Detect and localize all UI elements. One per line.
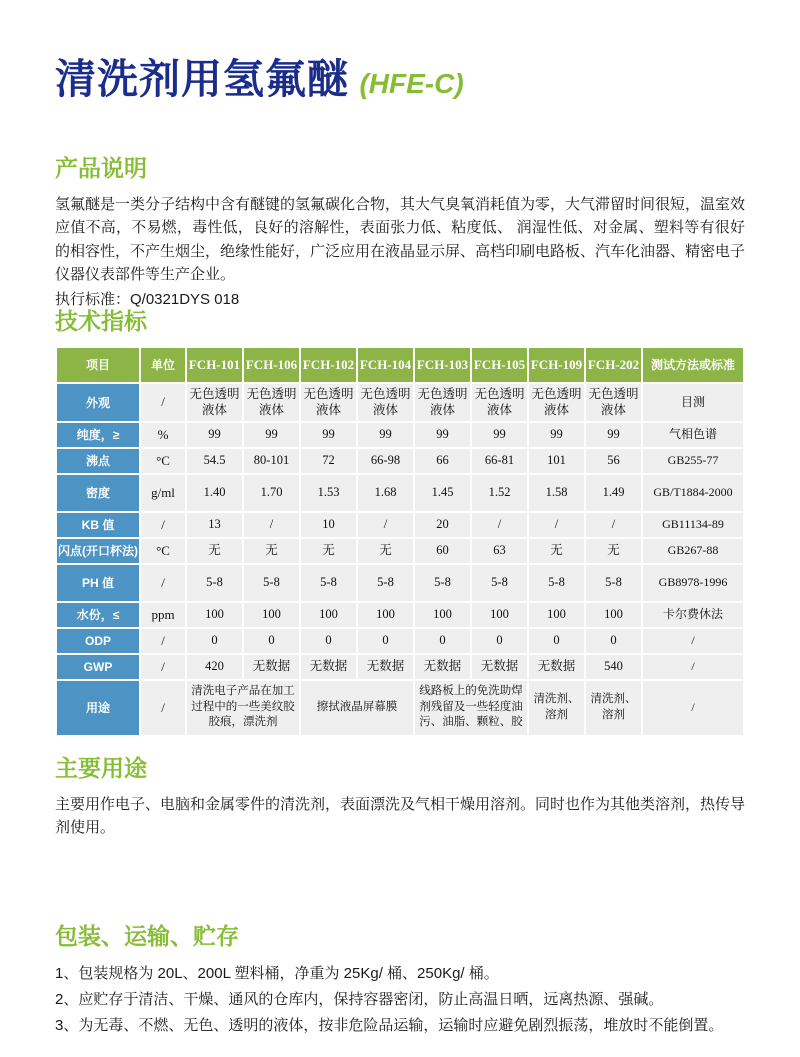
page-title: 清洗剂用氢氟醚 [55,56,349,102]
row-label-cell: 密度 [57,475,139,511]
method-cell: GB8978-1996 [643,565,743,601]
table-row-boiling-point [57,449,743,473]
value-cell: 72 [301,449,356,473]
value-cell: 100 [472,603,527,627]
value-cell: 66-81 [472,449,527,473]
value-cell: 101 [529,449,584,473]
packaging-list [55,961,745,1038]
method-cell: / [643,655,743,679]
header-cell: FCH-109 [529,348,584,382]
value-cell: / [472,513,527,537]
value-cell: 5-8 [586,565,641,601]
method-cell: GB255-77 [643,449,743,473]
packaging-item: 3、为无毒、不燃、无色、透明的液体，按非危险品运输，运输时应避免剧烈振荡，堆放时不能倒置。 [55,1016,724,1034]
value-cell: / [586,513,641,537]
value-cell: 无数据 [472,655,527,679]
value-cell: / [529,513,584,537]
table-row-flash-point [57,539,743,563]
header-cell: FCH-106 [244,348,299,382]
unit-cell: g/ml [141,475,185,511]
main-use-heading: 主要用途 [55,755,147,781]
table-row-kb-value [57,513,743,537]
unit-cell: / [141,681,185,735]
value-cell: 99 [301,423,356,447]
value-cell: 0 [415,629,470,653]
header-cell: 项目 [57,348,139,382]
value-cell: 80-101 [244,449,299,473]
unit-cell: / [141,565,185,601]
value-cell: 0 [301,629,356,653]
page-title-suffix: (HFE-C) [359,68,464,99]
value-cell: 100 [244,603,299,627]
value-cell: / [358,513,413,537]
unit-cell: / [141,629,185,653]
value-cell: 无数据 [244,655,299,679]
value-cell: 99 [244,423,299,447]
value-cell: 56 [586,449,641,473]
value-cell: 20 [415,513,470,537]
value-cell: 无色透明液体 [301,384,356,421]
main-use-body: 主要用作电子、电脑和金属零件的清洗剂，表面漂洗及气相干燥用溶剂。同时也作为其他类溶剂，热传导剂使用。 [55,796,746,837]
value-cell: 无数据 [415,655,470,679]
value-cell: 无数据 [358,655,413,679]
value-cell: 99 [415,423,470,447]
header-cell: FCH-103 [415,348,470,382]
unit-cell: % [141,423,185,447]
value-cell: 无 [301,539,356,563]
value-cell: 5-8 [358,565,413,601]
value-cell: 100 [529,603,584,627]
header-cell: FCH-104 [358,348,413,382]
value-cell: 0 [529,629,584,653]
row-label-cell: 沸点 [57,449,139,473]
section-tech-specs [55,303,745,737]
value-cell: 1.45 [415,475,470,511]
value-cell: 无色透明液体 [244,384,299,421]
product-description-heading: 产品说明 [55,155,147,181]
row-label-cell: 纯度，≥ [57,423,139,447]
header-cell: FCH-105 [472,348,527,382]
value-cell: 5-8 [472,565,527,601]
use-cell: 清洗剂、溶剂 [529,681,584,735]
value-cell: 66-98 [358,449,413,473]
spec-table [55,346,745,737]
tech-specs-heading: 技术指标 [55,308,147,334]
value-cell: 无数据 [529,655,584,679]
value-cell: 0 [358,629,413,653]
unit-cell: / [141,655,185,679]
value-cell: 1.70 [244,475,299,511]
row-label-cell: 闪点(开口杯法) [57,539,139,563]
value-cell: / [244,513,299,537]
header-cell: 测试方法或标准 [643,348,743,382]
value-cell: 无 [529,539,584,563]
value-cell: 99 [187,423,242,447]
method-cell: GB267-88 [643,539,743,563]
value-cell: 1.58 [529,475,584,511]
table-row-applications [57,681,743,735]
use-cell: 擦拭液晶屏幕膜 [301,681,413,735]
use-cell: 清洗剂、溶剂 [586,681,641,735]
value-cell: 1.52 [472,475,527,511]
value-cell: 540 [586,655,641,679]
method-cell: 目测 [643,384,743,421]
value-cell: 99 [586,423,641,447]
value-cell: 无数据 [301,655,356,679]
value-cell: 无色透明液体 [358,384,413,421]
method-cell: / [643,629,743,653]
value-cell: 无色透明液体 [529,384,584,421]
value-cell: 1.53 [301,475,356,511]
value-cell: 5-8 [187,565,242,601]
packaging-item: 1、包装规格为 20L、200L 塑料桶，净重为 25Kg/ 桶、250Kg/ 桶。 [55,965,499,982]
method-cell: GB/T1884-2000 [643,475,743,511]
value-cell: 420 [187,655,242,679]
row-label-cell: 水份，≤ [57,603,139,627]
value-cell: 54.5 [187,449,242,473]
section-main-use [55,750,745,840]
method-cell: 卡尔费休法 [643,603,743,627]
value-cell: 100 [301,603,356,627]
value-cell: 66 [415,449,470,473]
table-header-row [57,348,743,382]
row-label-cell: KB 值 [57,513,139,537]
method-cell: 气相色谱 [643,423,743,447]
unit-cell: °C [141,449,185,473]
value-cell: 无 [358,539,413,563]
header-cell: FCH-101 [187,348,242,382]
value-cell: 5-8 [415,565,470,601]
table-row-moisture [57,603,743,627]
executive-standard-line: 执行标准：Q/0321DYS 018 [55,291,240,308]
value-cell: 无色透明液体 [187,384,242,421]
table-row-gwp [57,655,743,679]
value-cell: 99 [358,423,413,447]
value-cell: 无色透明液体 [472,384,527,421]
value-cell: 100 [415,603,470,627]
value-cell: 5-8 [301,565,356,601]
value-cell: 5-8 [529,565,584,601]
method-cell: / [643,681,743,735]
value-cell: 0 [244,629,299,653]
row-label-cell: 外观 [57,384,139,421]
row-label-cell: ODP [57,629,139,653]
unit-cell: / [141,384,185,421]
use-cell: 清洗电子产品在加工过程中的一些美纹胶胶痕，漂洗剂 [187,681,299,735]
value-cell: 1.49 [586,475,641,511]
value-cell: 63 [472,539,527,563]
value-cell: 13 [187,513,242,537]
packaging-item: 2、应贮存于清洁、干燥、通风的仓库内，保持容器密闭，防止高温日晒，远离热源、强碱。 [55,990,664,1008]
unit-cell: ppm [141,603,185,627]
table-row-ph-value [57,565,743,601]
value-cell: 0 [187,629,242,653]
value-cell: 1.68 [358,475,413,511]
packaging-heading: 包装、运输、贮存 [55,923,239,949]
value-cell: 100 [187,603,242,627]
value-cell: 无色透明液体 [415,384,470,421]
unit-cell: °C [141,539,185,563]
value-cell: 1.40 [187,475,242,511]
value-cell: 0 [586,629,641,653]
value-cell: 无 [586,539,641,563]
row-label-cell: PH 值 [57,565,139,601]
row-label-cell: 用途 [57,681,139,735]
value-cell: 5-8 [244,565,299,601]
product-description-body: 氢氟醚是一类分子结构中含有醚键的氢氟碳化合物，其大气臭氧消耗值为零，大气滞留时间很短，温室效应值不高，不易燃，毒性低，良好的溶解性，表面张力低、粘度低、 润湿性低、对金属、塑料等有很好的相容性，不产生烟尘，绝缘性能好，广泛应用在液晶显示屏、高档印刷电路板、汽车化油器、精密电子仪器仪表部件等生产企业。 [55,196,746,283]
value-cell: 无 [244,539,299,563]
page-header [55,46,745,105]
method-cell: GB11134-89 [643,513,743,537]
value-cell: 100 [358,603,413,627]
table-row-odp [57,629,743,653]
table-row-purity [57,423,743,447]
value-cell: 60 [415,539,470,563]
value-cell: 99 [472,423,527,447]
table-row-appearance [57,384,743,421]
section-packaging [55,918,745,1038]
value-cell: 无色透明液体 [586,384,641,421]
value-cell: 99 [529,423,584,447]
section-product-description [55,150,745,311]
value-cell: 无 [187,539,242,563]
value-cell: 100 [586,603,641,627]
unit-cell: / [141,513,185,537]
header-cell: FCH-102 [301,348,356,382]
value-cell: 0 [472,629,527,653]
header-cell: FCH-202 [586,348,641,382]
value-cell: 10 [301,513,356,537]
use-cell: 线路板上的免洗助焊剂残留及一些轻度油污、油脂、颗粒、胶 [415,681,527,735]
table-row-density [57,475,743,511]
row-label-cell: GWP [57,655,139,679]
header-cell: 单位 [141,348,185,382]
